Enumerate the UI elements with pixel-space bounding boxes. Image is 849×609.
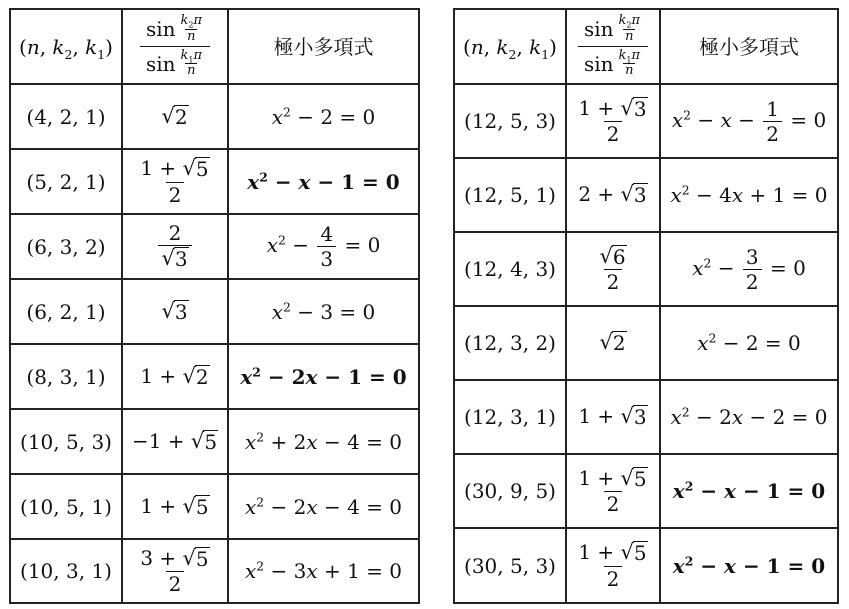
row-value: 1 + √ 5 2 [122,149,228,214]
row-value: 1 + √ 5 2 [566,454,660,528]
table-row [454,232,838,306]
row-tuple: (8, 3, 1) [10,344,122,409]
row-value: √ 2 [566,306,660,380]
row-value: 1 + √ 2 [122,344,228,409]
row-poly: $x^2$ − $\frac{4}{3}$ = 0 [228,214,419,279]
row-tuple: (6, 3, 2) [10,214,122,279]
row-poly: $x^2 - 2x - 4 = 0$ [228,474,419,539]
table-row [10,344,419,409]
table-row [10,149,419,214]
table-row [10,474,419,539]
header-ratio: sin $\frac{k_2\pi}{n}$ sin $\frac{k_1\pi}{n}$ [566,9,660,84]
row-tuple: (4, 2, 1) [10,84,122,149]
row-value: √ 2 [122,84,228,149]
row-value: −1 + √ 5 [122,409,228,474]
row-tuple: (30, 9, 5) [454,454,566,528]
row-tuple: (5, 2, 1) [10,149,122,214]
left-table [9,8,420,604]
row-poly: $x^2 - x$ − $\frac{1}{2}$ = 0 [660,84,838,158]
row-poly: $x^2$ − $\frac{3}{2}$ = 0 [660,232,838,306]
row-tuple: (12, 4, 3) [454,232,566,306]
row-value: √ 6 2 [566,232,660,306]
table-row [454,528,838,603]
row-poly: $x^2 + 2x - 4 = 0$ [228,409,419,474]
row-poly: $x^2 - x - 1 = 0$ [228,149,419,214]
row-tuple: (12, 3, 1) [454,380,566,454]
row-tuple: (6, 2, 1) [10,279,122,344]
row-value: 1 + √ 3 2 [566,84,660,158]
table-row [454,454,838,528]
table-row [10,279,419,344]
row-tuple: (30, 5, 3) [454,528,566,603]
row-value: 2 + √ 3 [566,158,660,232]
row-poly: $x^2 - x - 1 = 0$ [660,528,838,603]
table-row [10,409,419,474]
header-tuple: (n, $k_2$, $k_1$) [10,9,122,84]
row-poly: $x^2 - 2x - 1 = 0$ [228,344,419,409]
table-row [454,158,838,232]
row-tuple: (12, 3, 2) [454,306,566,380]
header-poly: 極小多項式 [228,9,419,84]
row-poly: $x^2 - 2 = 0$ [660,306,838,380]
header-tuple: (n, $k_2$, $k_1$) [454,9,566,84]
row-value: 1 + √ 5 2 [566,528,660,603]
table-row [10,214,419,279]
table-row [10,84,419,149]
table-row [454,380,838,454]
table-row [454,84,838,158]
row-value: √ 3 [122,279,228,344]
row-poly: $x^2 - 3 = 0$ [228,279,419,344]
row-tuple: (12, 5, 3) [454,84,566,158]
row-poly: $x^2 - 2x - 2 = 0$ [660,380,838,454]
row-value: 2 √ 3 [122,214,228,279]
row-tuple: (12, 5, 1) [454,158,566,232]
row-tuple: (10, 5, 1) [10,474,122,539]
row-poly: $x^2 - 3x + 1 = 0$ [228,539,419,603]
table-row [10,539,419,603]
row-value: 1 + √ 5 [122,474,228,539]
row-tuple: (10, 5, 3) [10,409,122,474]
row-tuple: (10, 3, 1) [10,539,122,603]
row-poly: $x^2 - x - 1 = 0$ [660,454,838,528]
header-row [454,9,838,84]
table-row [454,306,838,380]
row-value: 1 + √ 3 [566,380,660,454]
header-row [10,9,419,84]
header-poly: 極小多項式 [660,9,838,84]
right-table [453,8,839,604]
row-value: 3 + √ 5 2 [122,539,228,603]
header-ratio: sin $\frac{k_2\pi}{n}$ sin $\frac{k_1\pi}{n}$ [122,9,228,84]
row-poly: $x^2 - 4x + 1 = 0$ [660,158,838,232]
row-poly: $x^2 - 2 = 0$ [228,84,419,149]
